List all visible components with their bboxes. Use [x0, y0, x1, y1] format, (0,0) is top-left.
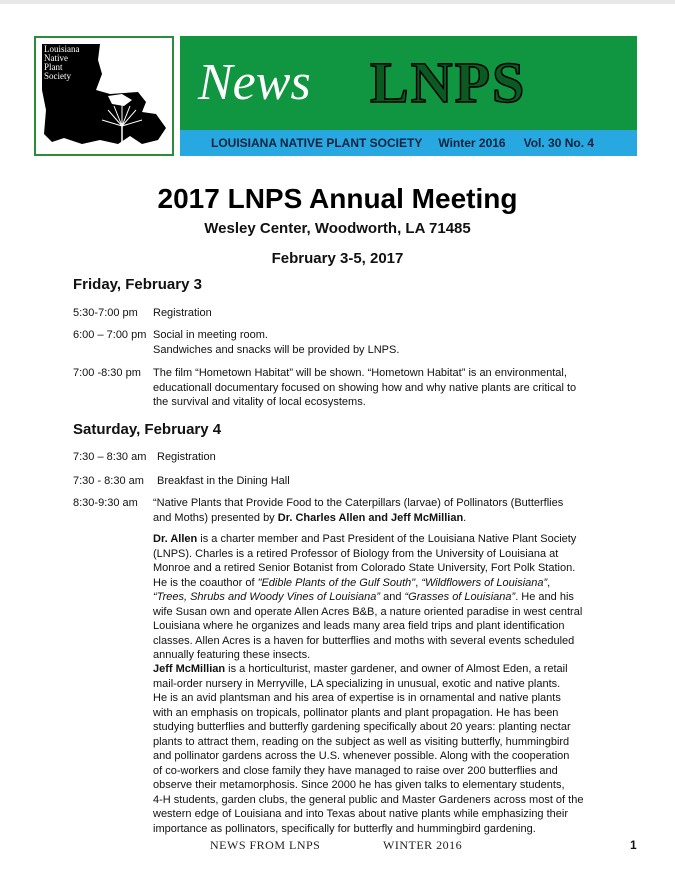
article-dates: February 3-5, 2017	[271, 250, 404, 267]
schedule-desc: Breakfast in the Dining Hall	[157, 475, 290, 487]
schedule-time: 8:30-9:30 am	[73, 497, 138, 509]
masthead-info-bar	[180, 130, 637, 156]
page-top-rule	[0, 0, 675, 4]
footer-right: WINTER 2016	[383, 838, 463, 852]
schedule-time: 7:00 -8:30 pm	[73, 367, 141, 379]
schedule-desc: Registration	[157, 451, 216, 463]
schedule-desc: The film “Hometown Habitat” will be shown. “Hometown Habitat” is an environmental, educationall documentary focused on showing how and why native plants are critical to the survival and vitality of local ecosystems.	[153, 367, 577, 408]
page-number: 1	[630, 838, 637, 852]
presenters: Dr. Charles Allen and Jeff McMillian	[277, 511, 464, 524]
footer-left: NEWS FROM LNPS	[210, 838, 321, 852]
masthead-news-word: News	[198, 54, 311, 111]
issue-season: Winter 2016	[438, 136, 506, 150]
schedule-desc: Social in meeting room. Sandwiches and snacks will be provided by LNPS.	[153, 329, 400, 356]
bio-mcmillian: Jeff McMillian is a horticulturist, master gardener, and owner of Almost Eden, a retail mail-order nursery in Merryville, LA specializing in unusual, exotic and native plants. He is an avid plantsman and his area of expertise is in ornamental and native plants with an emphasis on tropicals, pollinator plants and plant propagation. He has been studying butterflies and butterfly gardening specifically about 20 years: planting nectar plants to attract them, reading on the subject as well as visiting butterfly, hummingbird and pollinator gardens across the U.S. whenever possible. Along with the cooperation of co-workers and close family they have managed to raise over 200 butterflies and observe their metamorphosis. Since 2000 he has given talks to elementary students, 4-H students, garden clubs, the general public and Master Gardeners across most of the western edge of Louisiana and into Texas about native plants while emphasizing their importance as pollinators, specifically for butterfly and hummingbird gardening.	[153, 663, 584, 835]
article-title: 2017 LNPS Annual Meeting	[157, 183, 518, 214]
schedule-time: 7:30 - 8:30 am	[73, 475, 144, 487]
schedule-desc: Registration	[153, 307, 212, 319]
masthead-banner	[180, 36, 637, 130]
masthead-lnps-word: LNPS	[370, 50, 527, 115]
article-venue: Wesley Center, Woodworth, LA 71485	[204, 220, 471, 237]
schedule-time: 5:30-7:00 pm	[73, 307, 138, 319]
schedule-time: 6:00 – 7:00 pm	[73, 329, 147, 341]
issue-volume: Vol. 30 No. 4	[523, 136, 595, 150]
friday-heading: Friday, February 3	[73, 276, 202, 293]
schedule-desc: “Native Plants that Provide Food to the Caterpillars (larvae) of Pollinators (Butterflies and Moths) presented by Dr. Charles Allen and Jeff McMillian.	[153, 497, 564, 524]
saturday-heading: Saturday, February 4	[73, 421, 222, 438]
schedule-time: 7:30 – 8:30 am	[73, 451, 147, 463]
bio-allen: Dr. Allen is a charter member and Past President of the Louisiana Native Plant Society (LNPS). Charles is a retired Professor of Biology from the University of Louisiana at Monroe and a retired Senior Botanist from Colorado State University, Fort Polk Station. He is the coauthor of "Edible Plants of the Gulf South", “Wildflowers of Louisiana”, “Trees, Shrubs and Woody Vines of Louisiana” and “Grasses of Louisiana”. He and his wife Susan own and operate Allen Acres B&B, a nature oriented paradise in west central Louisiana where he organizes and leads many area field trips and plant identification classes. Allen Acres is a haven for butterflies and moths with several events scheduled annually featuring these insects.	[153, 533, 583, 661]
lnps-logo	[34, 36, 174, 156]
logo-text: Louisiana Native Plant Society	[44, 44, 80, 81]
society-name: LOUISIANA NATIVE PLANT SOCIETY	[211, 136, 423, 150]
